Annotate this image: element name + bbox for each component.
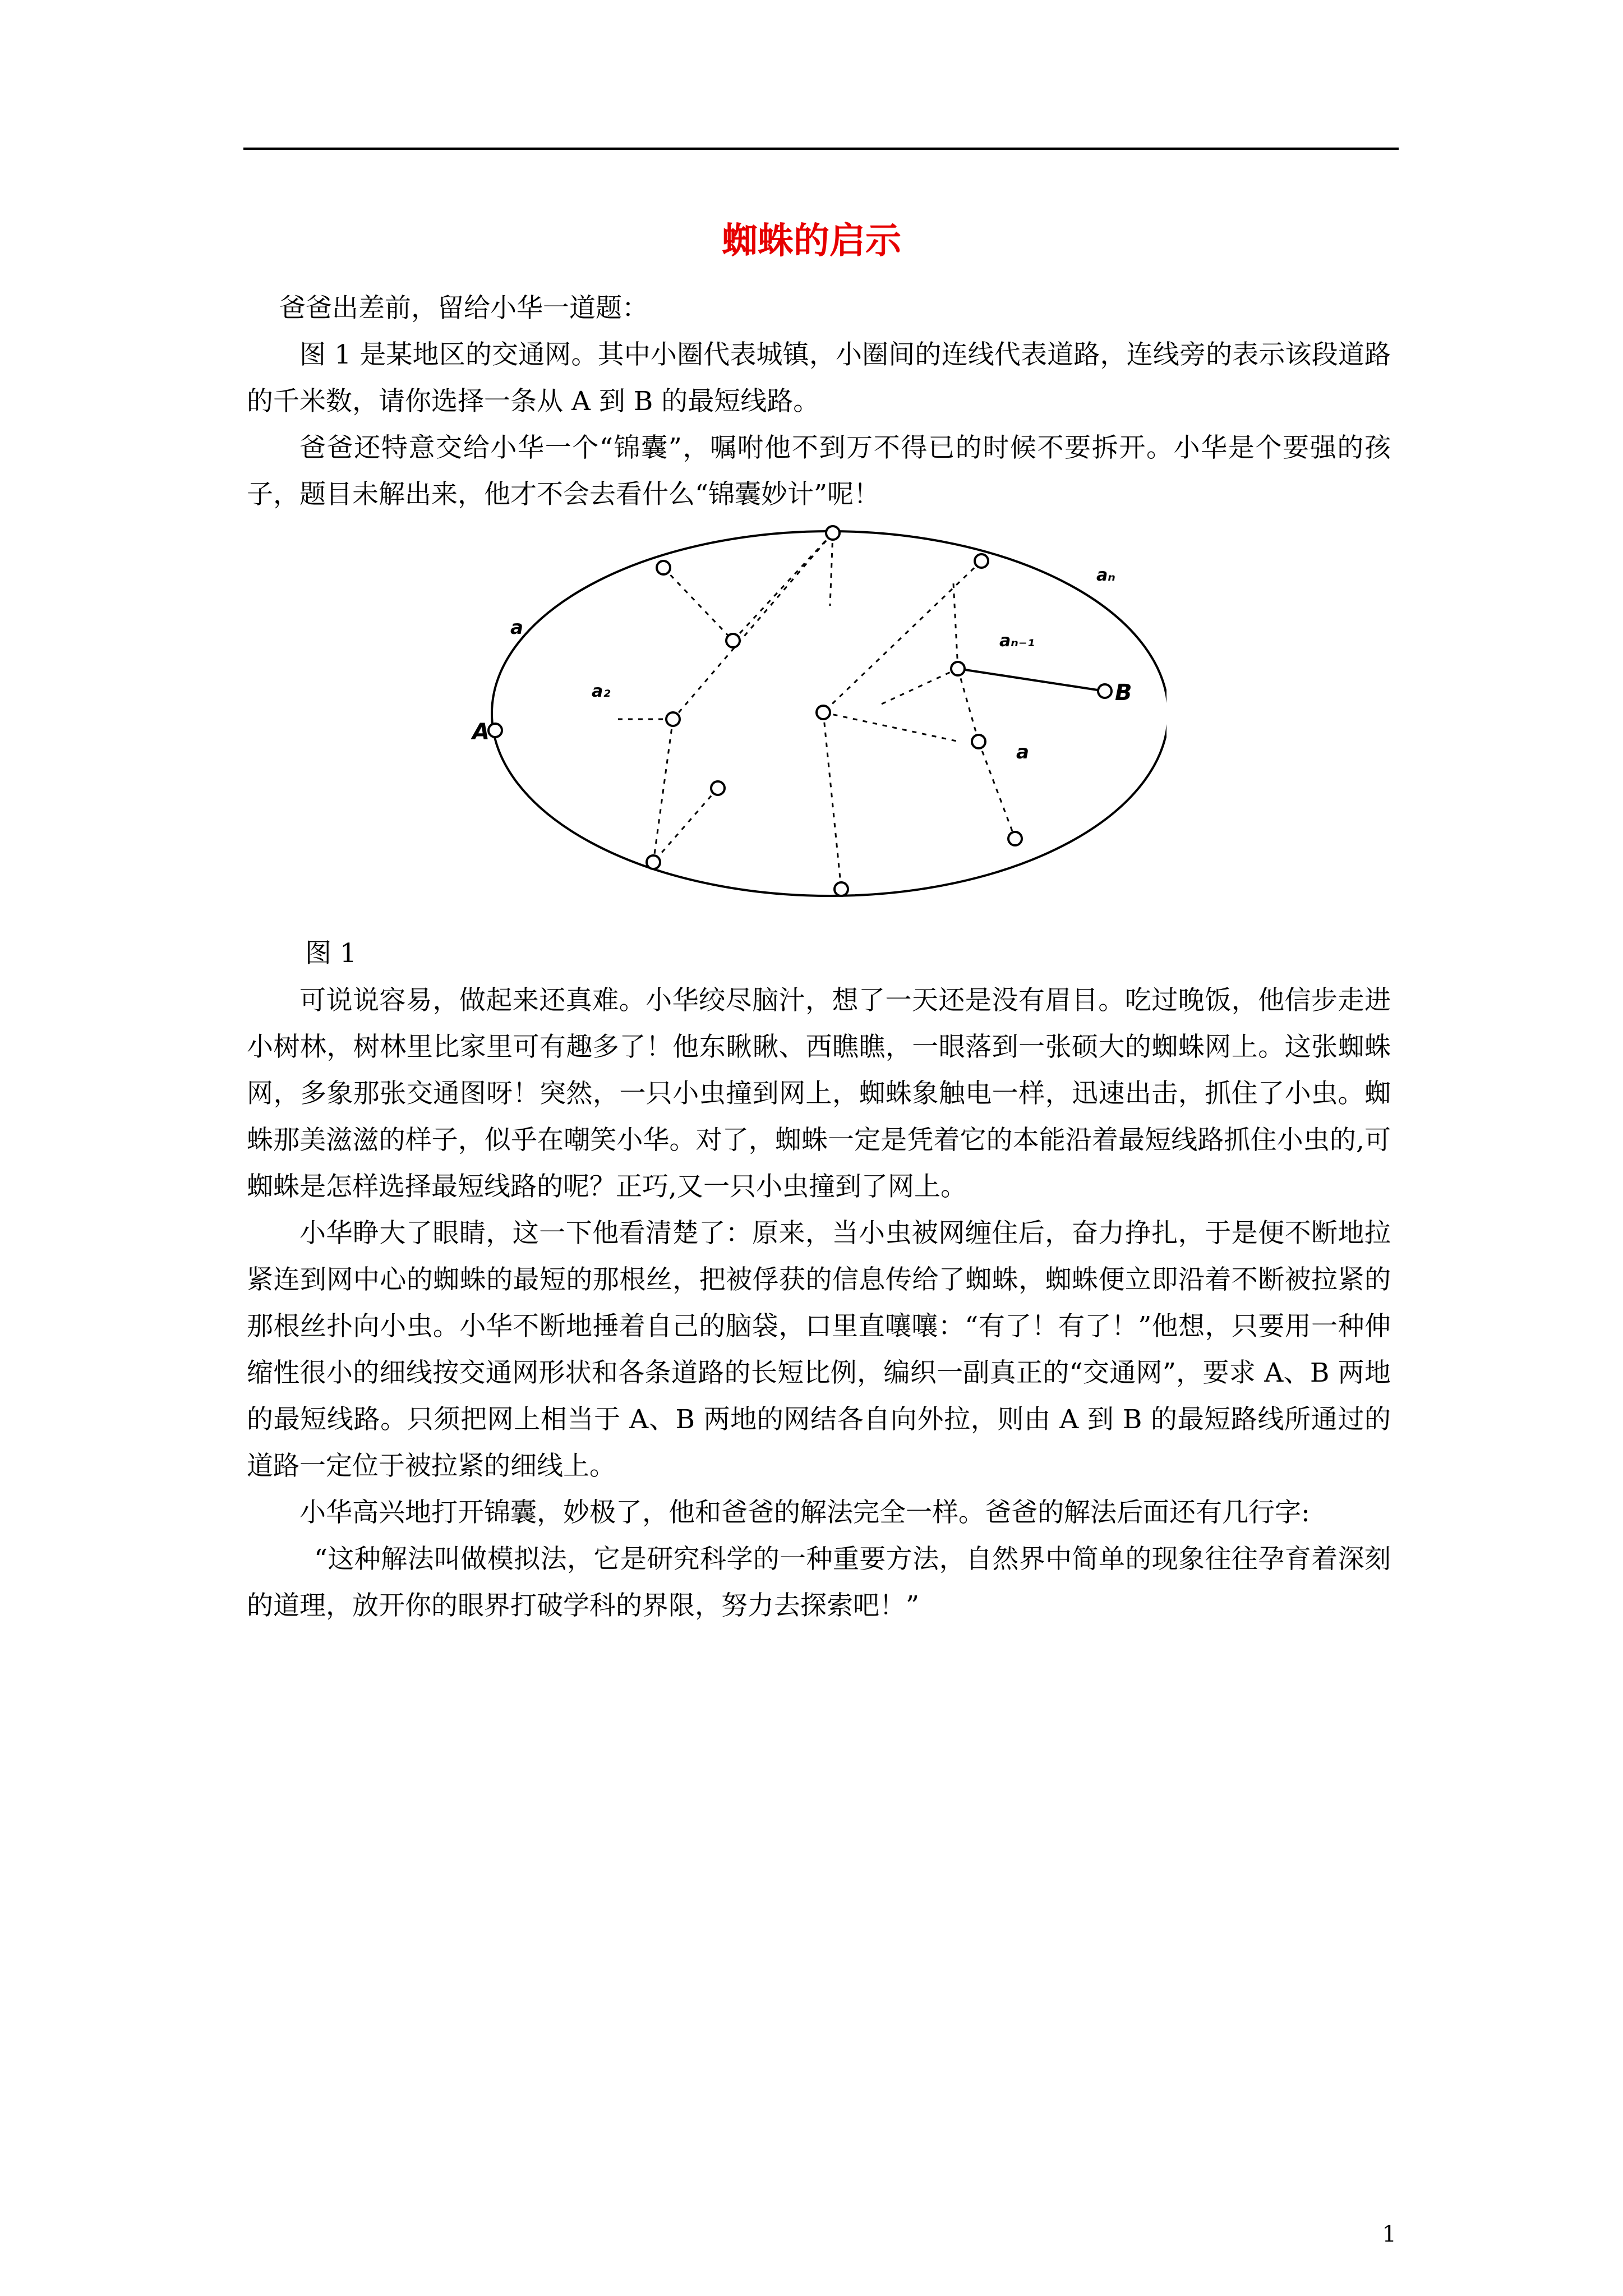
road-line xyxy=(733,533,833,641)
road-line xyxy=(823,712,841,889)
town-node xyxy=(951,662,965,675)
paragraph-1: 爸爸出差前，留给小华一道题： xyxy=(279,293,648,324)
intro-section xyxy=(247,285,1391,518)
paragraph-2: 图 1 是某地区的交通网。其中小圈代表城镇，小圈间的连线代表道路，连线旁的表示该段道路的千米数，请你选择一条从 A 到 B 的最短线路。 xyxy=(247,339,1391,417)
road-line xyxy=(653,788,718,862)
town-node xyxy=(972,735,985,748)
road-line xyxy=(979,742,1015,839)
road-line xyxy=(953,583,958,669)
road-line xyxy=(882,669,958,704)
town-node xyxy=(711,781,725,795)
town-node xyxy=(975,554,988,568)
label-a: A xyxy=(472,719,490,745)
paragraph-5: 小华睁大了眼睛，这一下他看清楚了：原来，当小虫被网缠住后，奋力挣扎，于是便不断地拉紧连到网中心的蜘蛛的最短的那根丝，把被俘获的信息传给了蜘蛛，蜘蛛便立即沿着不断被拉紧的那根丝扑向小虫。小华不断地捶着自己的脑袋，口里直嚷嚷：“有了！有了！”他想，只要用一种伸缩性很小的细线按交通网形状和各条道路的长短比例，编织一副真正的“交通网”，要求 A、B 两地的最短线路。只须把网上相当于 A、B 两地的网结各自向外拉，则由 A 到 B 的最短路线所通过的道路一定位于被拉紧的细线上。 xyxy=(247,1218,1391,1481)
paragraph-quote: “这种解法叫做模拟法，它是研究科学的一种重要方法，自然界中简单的现象往往孕育着深刻的道理，放开你的眼界打破学科的界限，努力去探索吧！” xyxy=(247,1544,1391,1621)
road-line xyxy=(823,712,959,742)
paragraph-3: 爸爸还特意交给小华一个“锦囊”，嘱咐他不到万不得已的时候不要拆开。小华是个要强的孩子，题目未解出来，他才不会去看什么“锦囊妙计”呢！ xyxy=(247,432,1391,510)
town-node-a xyxy=(488,724,502,737)
label-an: aₙ xyxy=(1096,565,1115,585)
road-line xyxy=(663,568,733,641)
paragraph-4: 可说说容易，做起来还真难。小华绞尽脑汁，想了一天还是没有眉目。吃过晚饭，他信步走进小树林，树林里比家里可有趣多了！他东瞅瞅、西瞧瞧，一眼落到一张硕大的蜘蛛网上。这张蜘蛛网，多象那张交通图呀！突然，一只小虫撞到网上，蜘蛛象触电一样，迅速出击，抓住了小虫。蜘蛛那美滋滋的样子，似乎在嘲笑小华。对了，蜘蛛一定是凭着它的本能沿着最短线路抓住小虫的,可蜘蛛是怎样选择最短线路的呢？正巧,又一只小虫撞到了网上。 xyxy=(247,985,1391,1202)
label-an1: aₙ₋₁ xyxy=(999,631,1035,651)
label-a-right: a xyxy=(1016,741,1029,763)
traffic-network-figure xyxy=(471,516,1166,903)
town-node xyxy=(726,634,740,647)
town-node xyxy=(666,712,680,726)
page-title: 蜘蛛的启示 xyxy=(722,220,901,262)
label-a-top-left: a xyxy=(510,616,523,639)
header-rule xyxy=(243,148,1399,150)
road-line xyxy=(958,669,979,742)
road-line xyxy=(673,533,833,719)
town-node xyxy=(817,706,830,719)
town-node xyxy=(1008,832,1022,845)
town-node-b xyxy=(1098,684,1112,698)
road-line xyxy=(958,669,1105,691)
page-number: 1 xyxy=(1382,2221,1396,2247)
figure-caption: 图 1 xyxy=(305,938,357,969)
label-b: B xyxy=(1115,680,1132,706)
road-line xyxy=(823,561,981,712)
town-node xyxy=(647,855,660,869)
road-line xyxy=(830,533,833,606)
road-line xyxy=(653,719,673,862)
town-node xyxy=(834,882,848,896)
label-a2: a₂ xyxy=(592,682,611,701)
town-node xyxy=(826,526,840,540)
town-node xyxy=(657,561,670,574)
paragraph-6: 小华高兴地打开锦囊，妙极了，他和爸爸的解法完全一样。爸爸的解法后面还有几行字: xyxy=(299,1497,1310,1528)
story-section xyxy=(247,977,1391,1629)
